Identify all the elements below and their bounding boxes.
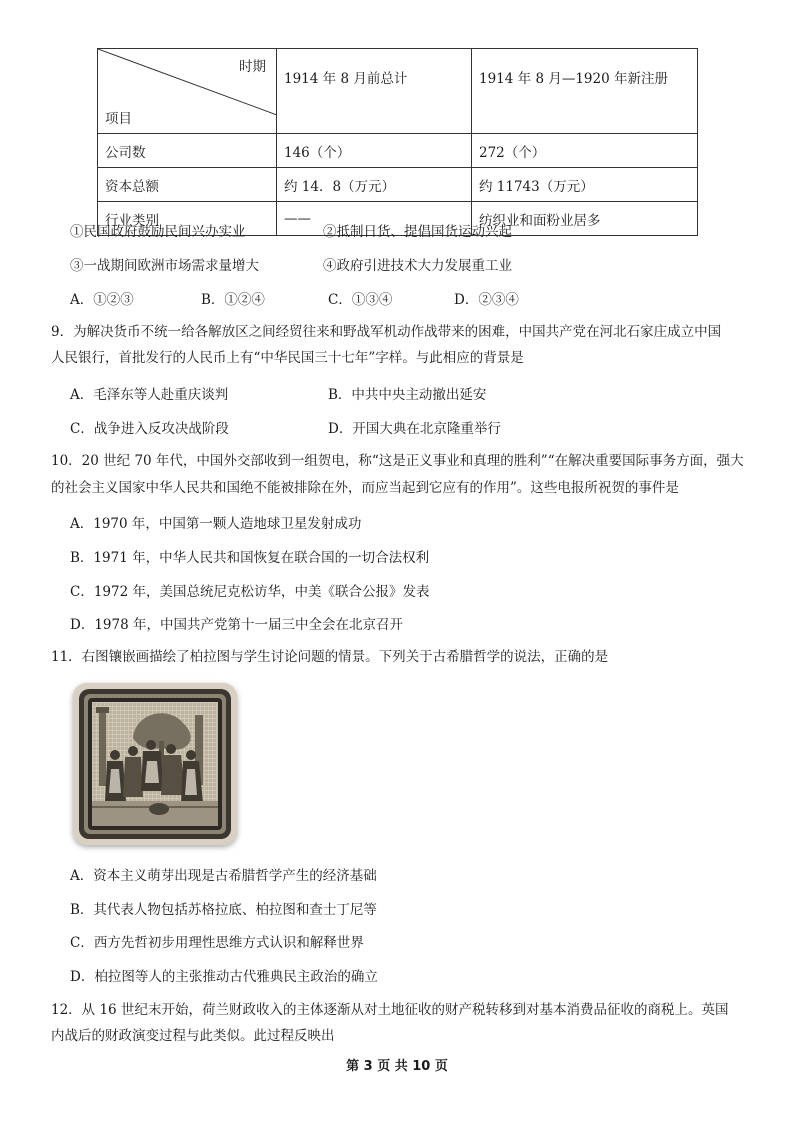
q8-option-2: ②抵制日货、提倡国货运动兴起 — [323, 224, 512, 240]
q8-choice-a: A．①②③ — [70, 292, 134, 308]
cell: 146（个） — [277, 134, 472, 168]
page-number-footer: 第 3 页 共 10 页 — [346, 1059, 448, 1074]
row-label: 行业类别 — [98, 202, 277, 236]
q9-stem-line1: 9．为解决货币不统一给各解放区之间经贸往来和野战军机动作战带来的困难，中国共产党在河北石家庄成立中国 — [51, 324, 722, 340]
plato-mosaic-image — [73, 683, 237, 845]
q10-choice-d: D．1978 年，中国共产党第十一届三中全会在北京召开 — [70, 617, 403, 633]
cell: 约 14．8（万元） — [277, 168, 472, 202]
q10-stem-line1: 10．20 世纪 70 年代，中国外交部收到一组贺电，称“这是正义事业和真理的胜利”“在解决重要国际事务方面，强大 — [51, 453, 744, 469]
q11-choice-a: A．资本主义萌芽出现是古希腊哲学产生的经济基础 — [70, 868, 377, 884]
q9-stem-line2: 人民银行，首批发行的人民币上有“中华民国三十七年”字样。与此相应的背景是 — [51, 350, 524, 366]
table-row — [98, 168, 698, 202]
q10-choice-c: C．1972 年，美国总统尼克松访华，中美《联合公报》发表 — [70, 584, 430, 600]
q8-choice-c: C．①③④ — [328, 292, 393, 308]
q8-choice-d: D．②③④ — [454, 292, 519, 308]
diagonal-header-cell — [98, 49, 277, 134]
q8-option-4: ④政府引进技术大力发展重工业 — [323, 258, 512, 274]
q11-choice-d: D．柏拉图等人的主张推动古代雅典民主政治的确立 — [70, 969, 378, 985]
cell: 272（个） — [472, 134, 698, 168]
cell: 纺织业和面粉业居多 — [472, 202, 698, 236]
table-row — [98, 134, 698, 168]
table-header-row — [98, 49, 698, 134]
cell: 约 11743（万元） — [472, 168, 698, 202]
q11-choice-c: C．西方先哲初步用理性思维方式认识和解释世界 — [70, 935, 364, 951]
row-label: 资本总额 — [98, 168, 277, 202]
header-col1: 1914 年 8 月前总计 — [277, 49, 472, 134]
q9-choice-a: A．毛泽东等人赴重庆谈判 — [70, 387, 229, 403]
q9-choice-d: D．开国大典在北京隆重举行 — [328, 421, 501, 437]
company-statistics-table — [97, 48, 698, 236]
q8-option-3: ③一战期间欧洲市场需求量增大 — [70, 258, 259, 274]
header-col2: 1914 年 8 月—1920 年新注册 — [472, 49, 698, 134]
row-label: 公司数 — [98, 134, 277, 168]
q10-choice-a: A．1970 年，中国第一颗人造地球卫星发射成功 — [70, 516, 362, 532]
q9-choice-c: C．战争进入反攻决战阶段 — [70, 421, 229, 437]
q9-choice-b: B．中共中央主动撤出延安 — [328, 387, 487, 403]
diag-bottom-label: 项目 — [105, 111, 132, 127]
q11-stem-line1: 11．右图镶嵌画描绘了柏拉图与学生讨论问题的情景。下列关于古希腊哲学的说法，正确的是 — [51, 649, 609, 665]
q11-choice-b: B．其代表人物包括苏格拉底、柏拉图和查士丁尼等 — [70, 902, 377, 918]
q8-choice-b: B．①②④ — [201, 292, 265, 308]
mosaic-illustration — [73, 683, 237, 845]
q12-stem-line2: 内战后的财政演变过程与此类似。此过程反映出 — [51, 1028, 335, 1044]
q10-stem-line2: 的社会主义国家中华人民共和国绝不能被排除在外，而应当起到它应有的作用”。这些电报所祝贺的事件是 — [51, 480, 679, 496]
q8-option-1: ①民国政府鼓励民间兴办实业 — [70, 224, 246, 240]
diag-top-label: 时期 — [239, 59, 266, 75]
q12-stem-line1: 12．从 16 世纪末开始，荷兰财政收入的主体逐渐从对土地征收的财产税转移到对基本消费品征收的商税上。英国 — [51, 1002, 729, 1018]
q10-choice-b: B．1971 年，中华人民共和国恢复在联合国的一切合法权利 — [70, 550, 430, 566]
cell: —— — [277, 202, 472, 236]
